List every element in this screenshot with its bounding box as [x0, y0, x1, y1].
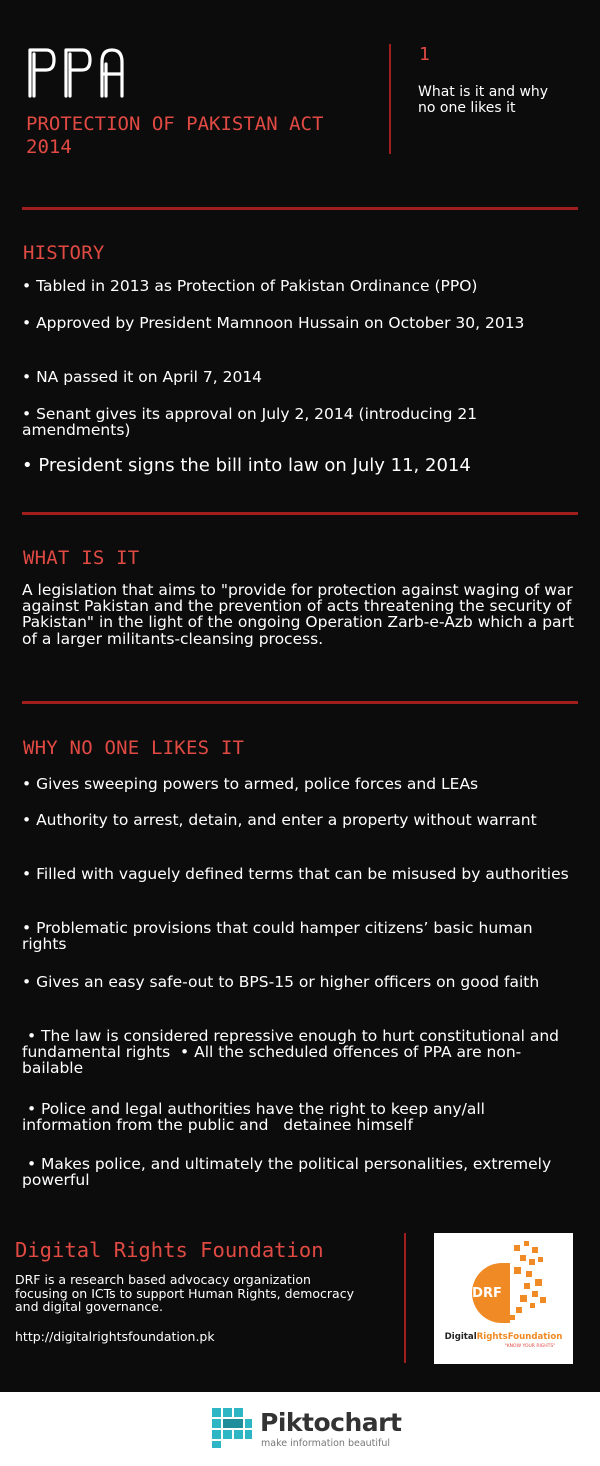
- piktochart-name: Piktochart: [260, 1408, 402, 1437]
- why-item: • Police and legal authorities have the right to keep any/all information from the public and detainee himself: [22, 1100, 490, 1134]
- header-divider: [389, 44, 391, 154]
- history-item: • Tabled in 2013 as Protection of Pakistan Ordinance (PPO): [22, 277, 478, 295]
- divider-2: [22, 512, 578, 515]
- divider-1: [22, 207, 578, 210]
- why-title: WHY NO ONE LIKES IT: [23, 737, 245, 759]
- piktochart-tagline: make information beautiful: [261, 1438, 391, 1449]
- why-item: • The law is considered repressive enough to hurt constitutional and fundamental rights • All the scheduled offences of PPA are non-bailable: [22, 1027, 564, 1077]
- drf-logo-name-part2: RightsFoundation: [476, 1332, 563, 1342]
- why-item: • Authority to arrest, detain, and enter a property without warrant: [22, 811, 537, 829]
- drf-logo-tag: "KNOW YOUR RIGHTS": [504, 1344, 556, 1349]
- subtitle-line-1: PROTECTION OF PAKISTAN ACT: [26, 113, 324, 135]
- divider-3: [22, 701, 578, 704]
- piktochart-brand[interactable]: [210, 1406, 400, 1450]
- drf-logo-name: [445, 1332, 563, 1342]
- drf-logo: [434, 1233, 573, 1364]
- history-title: HISTORY: [23, 242, 105, 264]
- subtitle-line-2: 2014: [26, 136, 72, 158]
- header-tagline: [418, 84, 548, 116]
- piktochart-icon: [210, 1406, 254, 1450]
- what-title: WHAT IS IT: [23, 547, 140, 569]
- section-number: 1: [419, 44, 430, 65]
- ppa-logo: [22, 44, 132, 100]
- history-item: • NA passed it on April 7, 2014: [22, 368, 263, 386]
- why-item: • Makes police, and ultimately the political personalities, extremely powerful: [22, 1156, 557, 1189]
- drf-logo-mark: DRF: [472, 1286, 502, 1301]
- why-item: • Filled with vaguely defined terms that can be misused by authorities: [22, 865, 569, 883]
- history-item-highlight: • President signs the bill into law on July 11, 2014: [22, 455, 471, 476]
- history-item: • Senant gives its approval on July 2, 2014 (introducing 21 amendments): [22, 405, 478, 439]
- header-subtitle: [26, 113, 323, 159]
- why-item: • Gives sweeping powers to armed, police forces and LEAs: [22, 775, 479, 793]
- footer-divider: [404, 1233, 406, 1363]
- why-item: • Problematic provisions that could hamper citizens’ basic human rights: [22, 919, 533, 953]
- why-item: • Gives an easy safe-out to BPS-15 or higher officers on good faith: [22, 973, 540, 991]
- history-item: • Approved by President Mamnoon Hussain on October 30, 2013: [22, 314, 525, 332]
- drf-logo-name-part1: Digital: [444, 1332, 477, 1342]
- org-url: http://digitalrightsfoundation.pk: [15, 1329, 215, 1344]
- what-body: A legislation that aims to "provide for protection against waging of war against Pakistan and the prevention of acts threatening the security of Pakistan" in the light of the ongoing Operation Zarb-e-Azb which a part of a larger militants-cleansing process.: [22, 581, 574, 648]
- org-description: DRF is a research based advocacy organization focusing on ICTs to support Human Rights, democracy and digital governance.: [15, 1272, 354, 1314]
- tagline-line-1: What is it and why: [418, 84, 549, 100]
- tagline-line-2: no one likes it: [418, 100, 516, 116]
- org-title: Digital Rights Foundation: [15, 1238, 324, 1262]
